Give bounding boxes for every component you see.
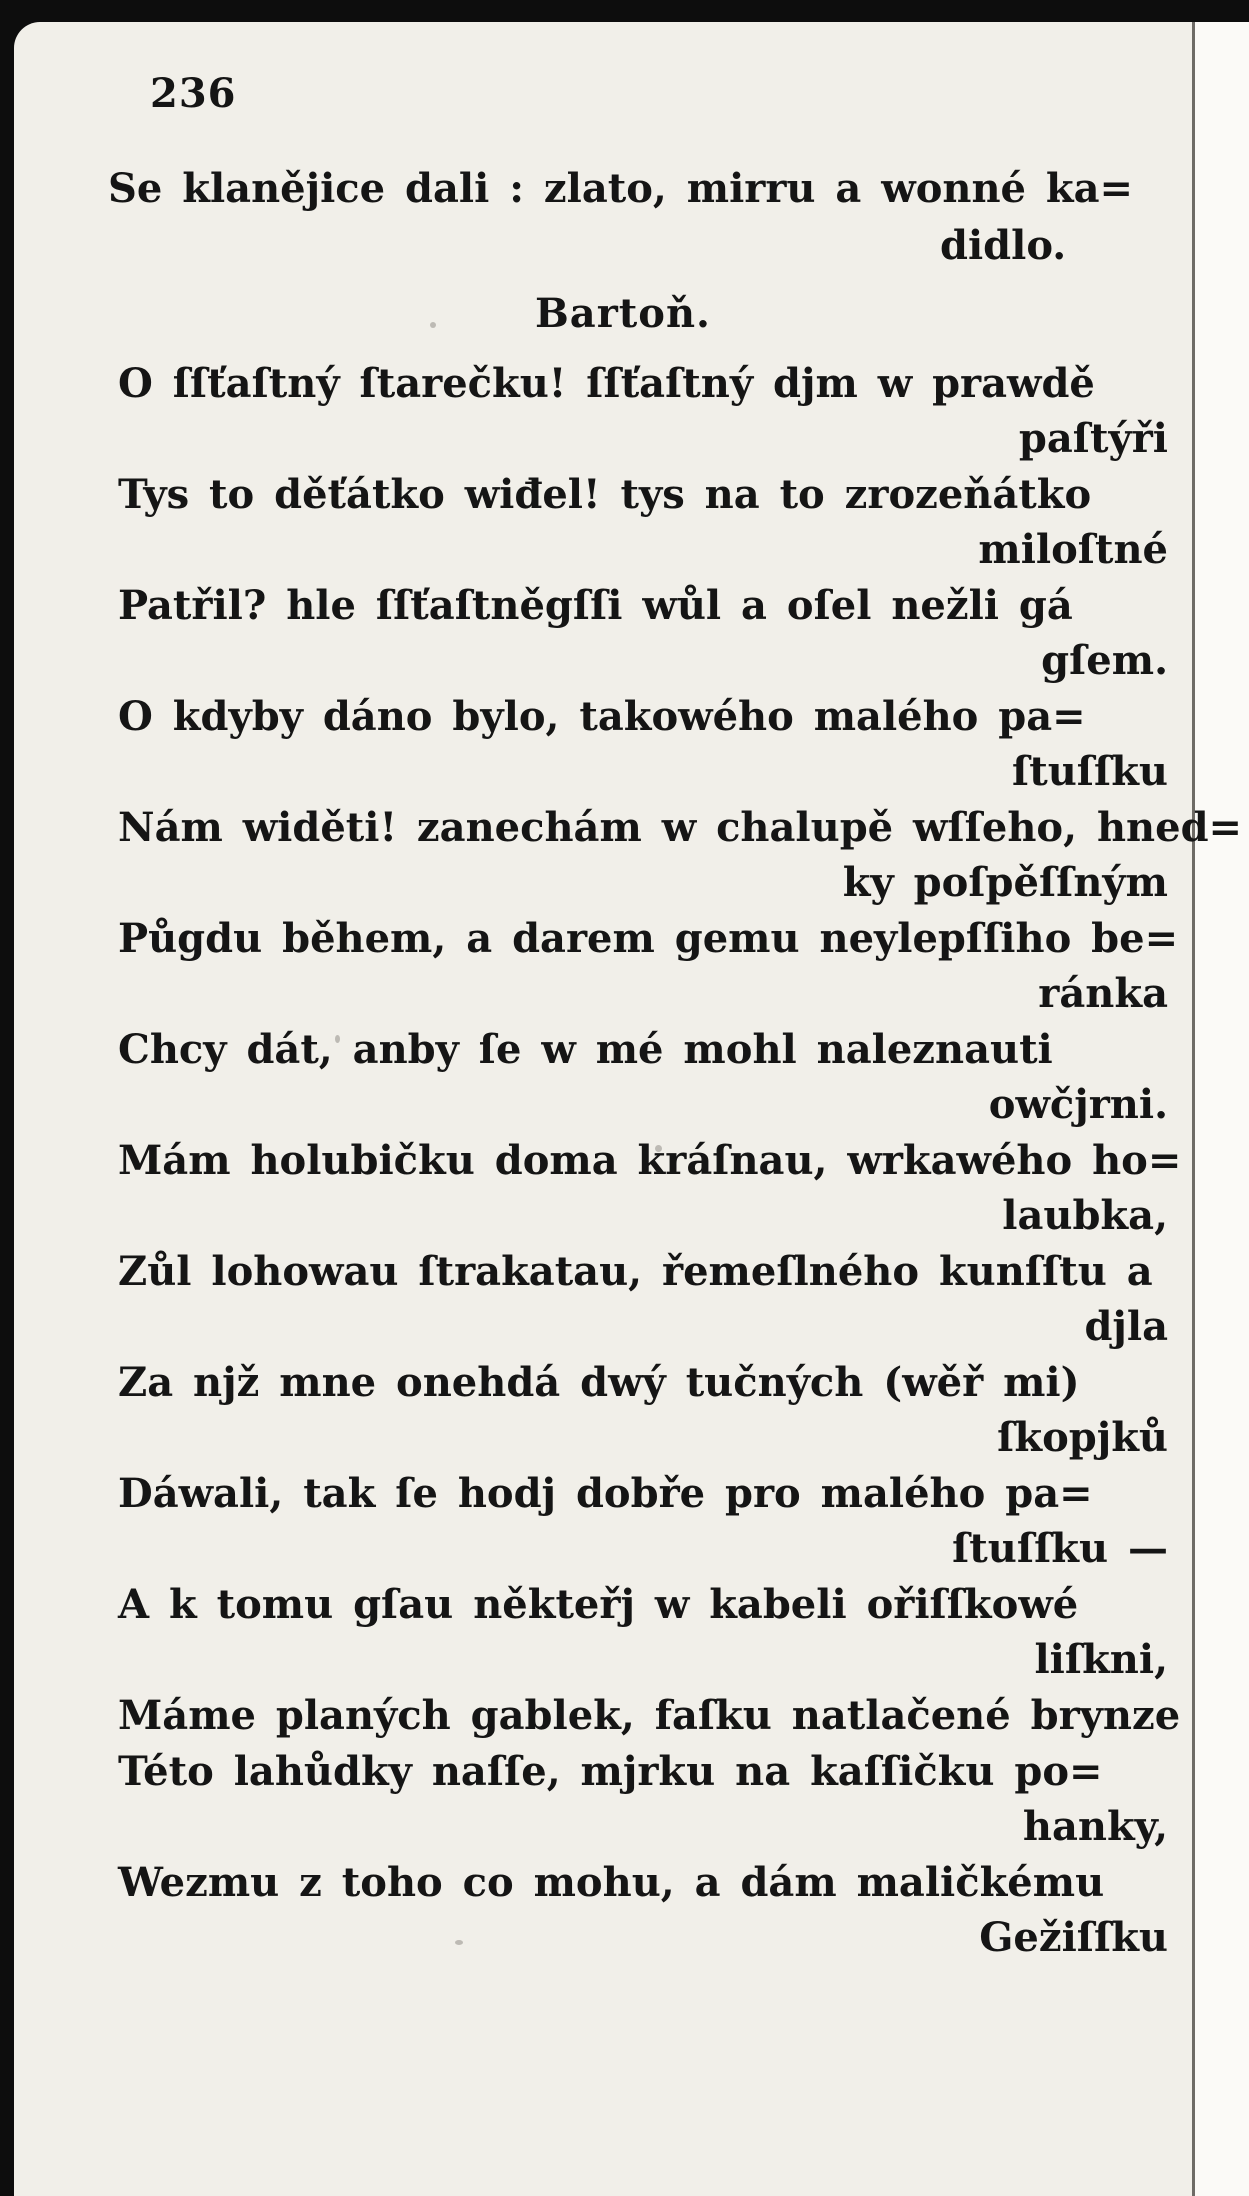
verse-continuation: gſem.: [1041, 637, 1168, 684]
verse-text: Tys to děťátko wiđel! tys na to zrozeňátko: [118, 471, 1092, 518]
verse-text: Chcy dát, anby ſe w mé mohl naleznauti: [118, 1026, 1053, 1073]
verse-text: Za njž mne onehdá dwý tučných (wěř mi): [118, 1359, 1080, 1406]
verse-line: [118, 804, 1243, 915]
verse-line: [118, 1137, 1182, 1248]
verse-line: [118, 471, 1168, 582]
verse-line: [118, 1859, 1168, 1970]
verse-line: [118, 1581, 1168, 1692]
verse-text: Wezmu z toho co mohu, a dám maličkému: [118, 1859, 1105, 1906]
verse-continuation: ky poſpěſſným: [842, 859, 1168, 906]
verse-line: [118, 360, 1168, 471]
verse-line: [118, 1692, 1181, 1748]
verse-text: O ſſťaſtný ſtarečku! ſſťaſtný djm w prawdě: [118, 360, 1095, 407]
verse-line: [118, 1026, 1168, 1137]
verse-text: Této lahůdky naſſe, mjrku na kaſſičku po=: [118, 1748, 1103, 1795]
verse-text: Nám widěti! zanechám w chalupě wſſeho, hned=: [118, 804, 1243, 851]
verse-text: Máme planých gablek, faſku natlačené brynze: [118, 1692, 1181, 1739]
verse-continuation: paſtýři: [1018, 415, 1168, 462]
verse-continuation: ránka: [1038, 970, 1168, 1017]
verse-continuation: miloſtné: [978, 526, 1168, 573]
verse-line: [118, 915, 1179, 1026]
verse-block: [118, 360, 1243, 1970]
opening-line-continuation: didlo.: [940, 222, 1067, 269]
verse-text: Zůl lohowau ſtrakatau, řemeſlného kunſſtu a: [118, 1248, 1153, 1295]
verse-continuation: ſtuſſku —: [952, 1525, 1168, 1572]
verse-continuation: Gežiſſku: [979, 1914, 1168, 1961]
verse-text: Dáwali, tak ſe hodj dobře pro malého pa=: [118, 1470, 1093, 1517]
speaker-name: Bartoň.: [535, 290, 711, 337]
verse-continuation: liſkni,: [1034, 1636, 1168, 1683]
verse-line: [118, 1470, 1168, 1581]
verse-line: [118, 1248, 1168, 1359]
page-number: 236: [150, 70, 237, 117]
verse-continuation: hanky,: [1022, 1803, 1168, 1850]
verse-line: [118, 582, 1168, 693]
verse-line: [118, 1748, 1168, 1859]
verse-continuation: laubka,: [1002, 1192, 1168, 1239]
verse-continuation: ſtuſſku: [1012, 748, 1168, 795]
verse-text: Patřil? hle ſſťaſtněgſſi wůl a oſel nežli gá: [118, 582, 1073, 629]
verse-text: Mám holubičku doma kráſnau, wrkawého ho=: [118, 1137, 1182, 1184]
verse-continuation: ſkopjků: [997, 1414, 1168, 1461]
opening-line: Se klanějice dali : zlato, mirru a wonné ka=: [108, 165, 1134, 212]
verse-text: A k tomu gſau někteřj w kabeli ořiſſkowé: [118, 1581, 1079, 1628]
verse-continuation: owčjrni.: [988, 1081, 1168, 1128]
verse-continuation: djla: [1084, 1303, 1168, 1350]
verse-line: [118, 1359, 1168, 1470]
verse-text: Půgdu během, a darem gemu neylepſſiho be=: [118, 915, 1179, 962]
verse-line: [118, 693, 1168, 804]
verse-text: O kdyby dáno bylo, takowého malého pa=: [118, 693, 1086, 740]
